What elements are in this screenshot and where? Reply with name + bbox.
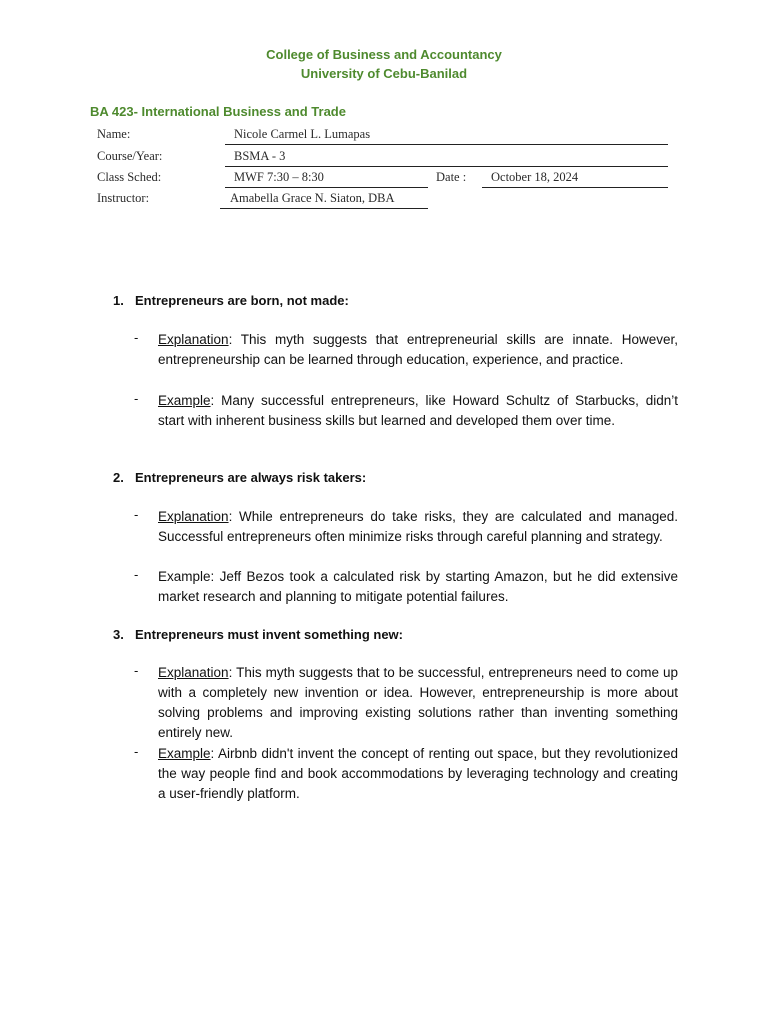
bullet-dash: - xyxy=(134,744,139,759)
bullet-dash: - xyxy=(134,330,139,345)
class-sched-value: MWF 7:30 – 8:30 xyxy=(225,170,428,188)
explanation-label: Explanation xyxy=(158,665,229,680)
myth-3-example xyxy=(158,744,678,804)
myth-1-example xyxy=(158,391,678,431)
university-name: University of Cebu-Banilad xyxy=(300,66,468,81)
myth-2-title: Entrepreneurs are always risk takers: xyxy=(135,470,367,485)
myth-3-number: 3. xyxy=(113,627,124,642)
name-value: Nicole Carmel L. Lumapas xyxy=(225,127,668,145)
myth-2-heading xyxy=(113,470,366,485)
myth-3-heading xyxy=(113,627,403,642)
myth-2-example: Example: Jeff Bezos took a calculated risk by starting Amazon, but he did extensive market research and planning to mitigate potential failures. xyxy=(158,569,678,604)
myth-3-title: Entrepreneurs must invent something new: xyxy=(135,627,403,642)
myth-1-number: 1. xyxy=(113,293,124,308)
instructor-value: Amabella Grace N. Siaton, DBA xyxy=(220,191,428,209)
example-text: : Airbnb didn't invent the concept of renting out space, but they revolutionized the way people find and book accommodations by leveraging technology and creating a user-friendly platform. xyxy=(158,746,678,801)
example-text: : Many successful entrepreneurs, like Howard Schultz of Starbucks, didn’t start with inherent business skills but learned and developed them over time. xyxy=(158,393,678,428)
example-label: Example xyxy=(158,393,211,408)
explanation-text: : This myth suggests that entrepreneurial skills are innate. However, entrepreneurship can be learned through education, experience, and practice. xyxy=(158,332,678,367)
myth-1-explanation xyxy=(158,330,678,370)
myth-2-number: 2. xyxy=(113,470,124,485)
explanation-label: Explanation xyxy=(158,509,229,524)
bullet-dash: - xyxy=(134,663,139,678)
date-value: October 18, 2024 xyxy=(482,170,668,188)
explanation-label: Explanation xyxy=(158,332,229,347)
course-year-value: BSMA - 3 xyxy=(225,149,668,167)
course-year-label: Course/Year: xyxy=(97,149,163,163)
instructor-label: Instructor: xyxy=(97,191,150,205)
bullet-dash: - xyxy=(134,391,139,406)
myth-3-explanation xyxy=(158,663,678,743)
myth-1-heading xyxy=(113,293,349,308)
myth-1-title: Entrepreneurs are born, not made: xyxy=(135,293,349,308)
name-label: Name: xyxy=(97,127,131,141)
date-label: Date : xyxy=(436,170,467,184)
myth-2-explanation xyxy=(158,507,678,547)
bullet-dash: - xyxy=(134,507,139,522)
class-sched-label: Class Sched: xyxy=(97,170,162,184)
course-title: BA 423- International Business and Trade xyxy=(90,104,346,119)
college-name: College of Business and Accountancy xyxy=(266,47,502,62)
explanation-text: : This myth suggests that to be successful, entrepreneurs need to come up with a completely new invention or idea. However, entrepreneurship is more about solving problems and improving existing solutions rather than inventing something entirely new. xyxy=(158,665,678,740)
example-label: Example xyxy=(158,746,211,761)
explanation-text: : While entrepreneurs do take risks, they are calculated and managed. Successful entrepreneurs often minimize risks through careful planning and strategy. xyxy=(158,509,678,544)
bullet-dash: - xyxy=(134,567,139,582)
